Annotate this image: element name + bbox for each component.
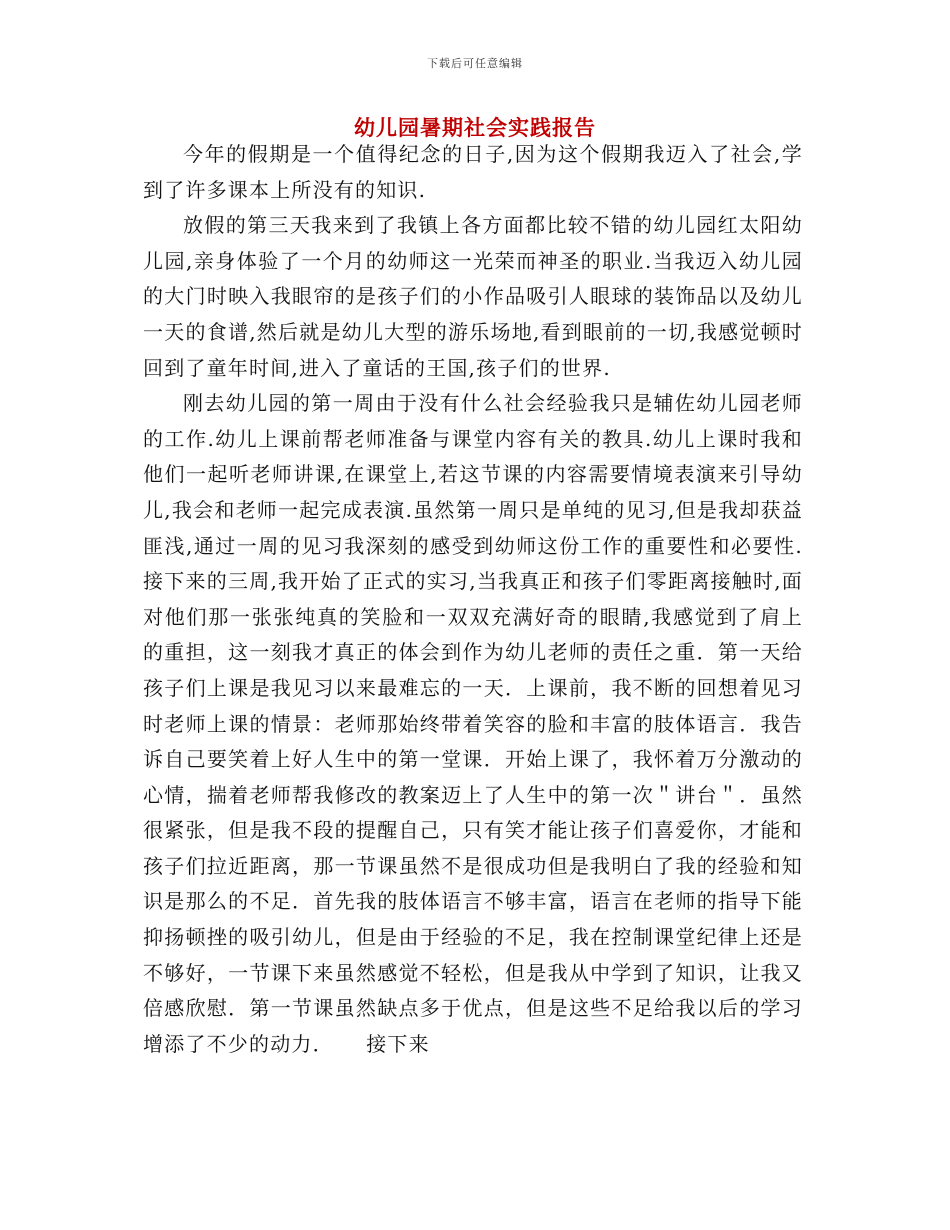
paragraph-2: 放假的第三天我来到了我镇上各方面都比较不错的幼儿园红太阳幼儿园,亲身体验了一个月的幼师这一光荣而神圣的职业.当我迈入幼儿园的大门时映入我眼帘的是孩子们的小作品吸引人眼球的装饰品以及幼儿一天的食谱,然后就是幼儿大型的游乐场地,看到眼前的一切,我感觉顿时回到了童年时间,进入了童话的王国,孩子们的世界. [143,213,803,380]
paragraph-1: 今年的假期是一个值得纪念的日子,因为这个假期我迈入了社会,学到了许多课本上所没有的知识. [143,142,803,202]
paragraph-3: 刚去幼儿园的第一周由于没有什么社会经验我只是辅佐幼儿园老师的工作.幼儿上课前帮老师准备与课堂内容有关的教具.幼儿上课时我和他们一起听老师讲课,在课堂上,若这节课的内容需要情境表演来引导幼儿,我会和老师一起完成表演.虽然第一周只是单纯的见习,但是我却获益匪浅,通过一周的见习我深刻的感受到幼师这份工作的重要性和必要性.接下来的三周,我开始了正式的实习,当我真正和孩子们零距离接触时,面对他们那一张张纯真的笑脸和一双双充满好奇的眼睛,我感觉到了肩上的重担，这一刻我才真正的体会到作为幼儿老师的责任之重．第一天给孩子们上课是我见习以来最难忘的一天．上课前，我不断的回想着见习时老师上课的情景：老师那始终带着笑容的脸和丰富的肢体语言．我告诉自己要笑着上好人生中的第一堂课．开始上课了，我怀着万分激动的心情，揣着老师帮我修改的教案迈上了人生中的第一次＂讲台＂．虽然很紧张，但是我不段的提醒自己，只有笑才能让孩子们喜爱你，才能和孩子们拉近距离，那一节课虽然不是很成功但是我明白了我的经验和知识是那么的不足．首先我的肢体语言不够丰富，语言在老师的指导下能抑扬顿挫的吸引幼儿，但是由于经验的不足，我在控制课堂纪律上还是不够好，一节课下来虽然感觉不轻松，但是我从中学到了知识，让我又倍感欣慰．第一节课虽然缺点多于优点，但是这些不足给我以后的学习增添了不少的动力． 接下来 [143,391,803,1056]
document-title: 幼儿园暑期社会实践报告 [354,115,596,140]
document-body [143,137,803,1062]
header-note: 下载后可任意编辑 [427,57,523,70]
